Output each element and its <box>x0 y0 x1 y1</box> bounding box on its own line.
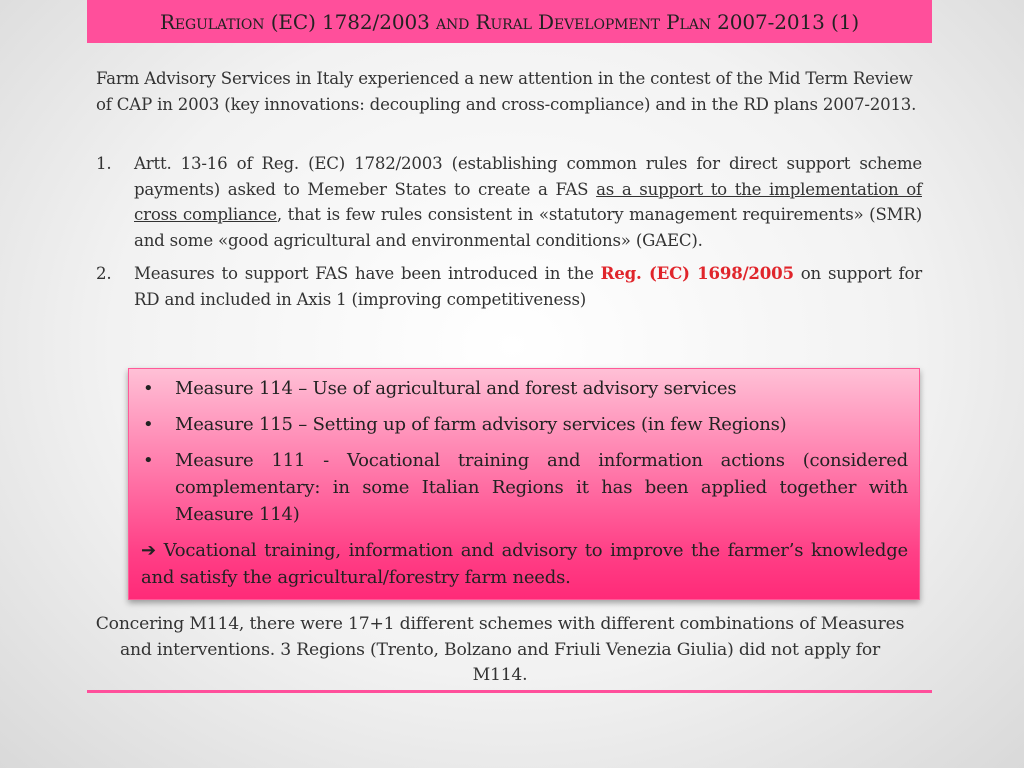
measure-text: Measure 115 – Setting up of farm advisory services (in few Regions) <box>175 414 787 435</box>
measure-item <box>141 447 908 528</box>
measure-item <box>141 411 908 438</box>
measure-text: Measure 114 – Use of agricultural and forest advisory services <box>175 378 737 399</box>
conclusion-text: Vocational training, information and advisory to improve the farmer’s knowledge and satisfy the agricultural/forestry farm needs. <box>141 540 908 588</box>
bullet-icon: • <box>143 450 154 471</box>
measure-text: Measure 111 - Vocational training and information actions (considered complementary: in some Italian Regions it has been applied together with Measure 114) <box>175 450 908 525</box>
bullet-icon: • <box>143 378 154 399</box>
list-item-text-part: , that is few rules consistent in «statutory management requirements» (SMR) and some «good agricultural and environmental conditions» (GAEC). <box>134 205 922 250</box>
divider <box>87 690 932 693</box>
regulation-highlight: Reg. (EC) 1698/2005 <box>600 263 794 283</box>
title-bar <box>87 0 932 43</box>
list-item <box>96 151 922 253</box>
measure-item <box>141 375 908 402</box>
intro-paragraph: Farm Advisory Services in Italy experienced a new attention in the contest of the Mid Term Review of CAP in 2003 (key innovations: decoupling and cross-compliance) and in the RD plans 2007-2013. <box>96 69 917 114</box>
list-number: 2. <box>96 264 112 283</box>
list-item-text-part: on support for RD and included in Axis 1 (improving competitiveness) <box>134 264 922 309</box>
arrow-right-icon: ➔ <box>141 540 156 561</box>
list-item-text-part: Artt. 13-16 of Reg. (EC) 1782/2003 (establishing common rules for direct support scheme payments) asked to Memeber States to create a FAS <box>134 154 922 199</box>
measures-list <box>141 375 908 528</box>
list-item-text-part: Measures to support FAS have been introduced in the <box>134 264 601 283</box>
slide-title: Regulation (EC) 1782/2003 and Rural Development Plan 2007-2013 (1) <box>159 9 860 34</box>
list-item-text <box>134 261 922 312</box>
list-item-text <box>134 151 922 253</box>
measures-box <box>128 368 920 600</box>
bullet-icon: • <box>143 414 154 435</box>
list-item <box>96 261 922 312</box>
list-number: 1. <box>96 154 112 173</box>
underlined-phrase: as a support to the implementation of cross compliance <box>134 179 922 224</box>
numbered-list <box>96 151 922 320</box>
outro-paragraph: Concering M114, there were 17+1 different schemes with different combinations of Measures and interventions. 3 Regions (Trento, Bolzano and Friuli Venezia Giulia) did not apply for M114. <box>95 614 905 685</box>
conclusion-paragraph <box>141 537 908 591</box>
